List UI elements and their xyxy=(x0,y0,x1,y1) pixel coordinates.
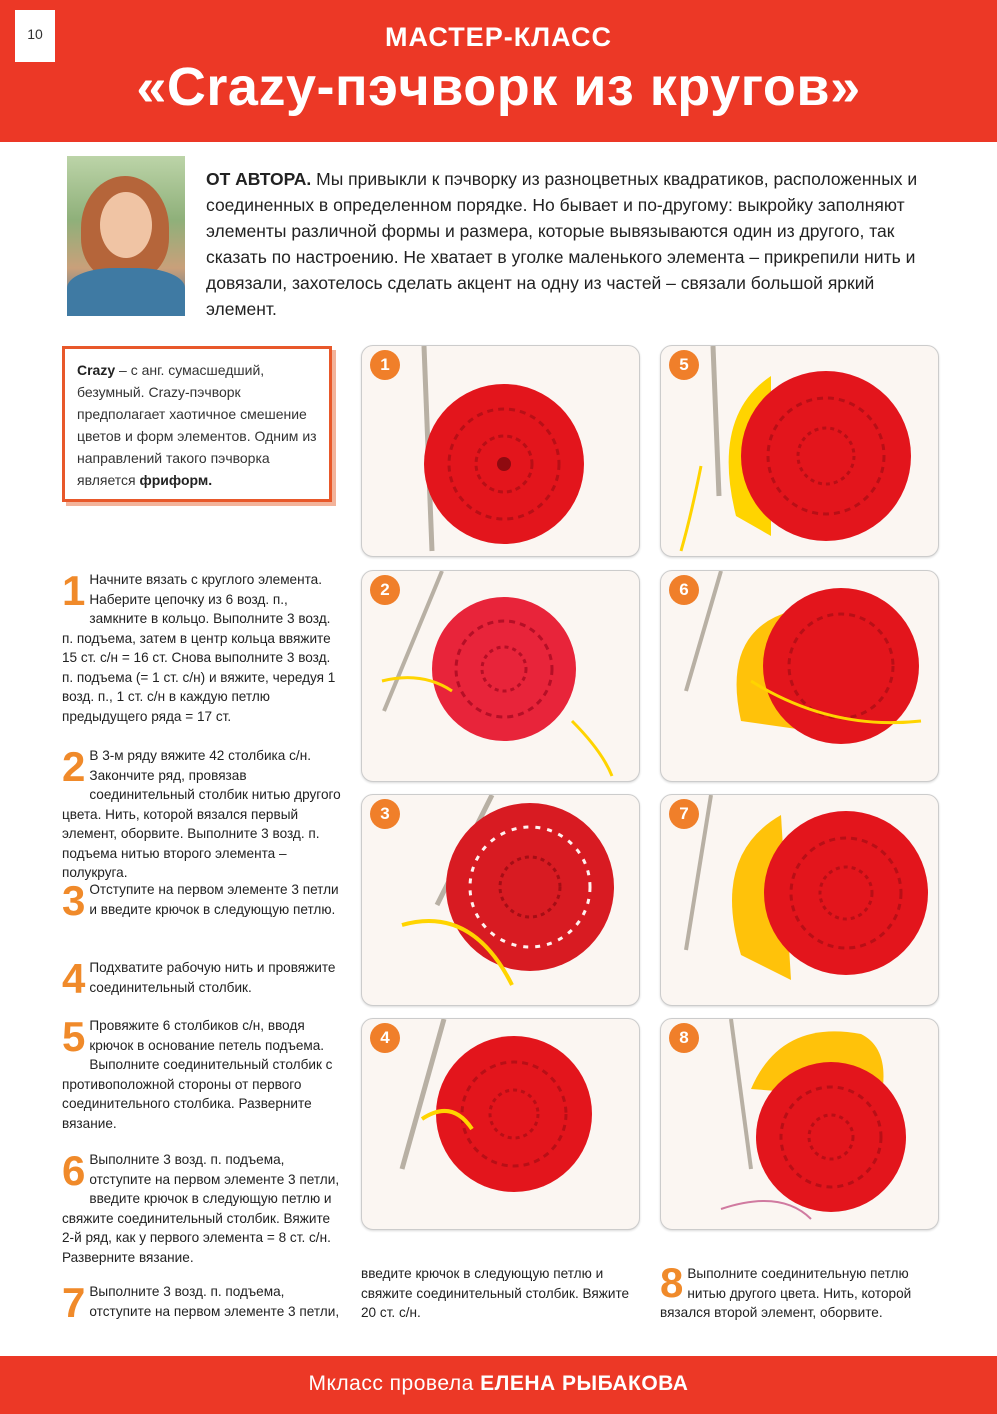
crochet-circle-illustration xyxy=(362,1019,639,1229)
photo-step-7 xyxy=(660,794,939,1006)
footer-prefix: Мкласс провела xyxy=(308,1372,481,1395)
photo-number-badge: 3 xyxy=(370,799,400,829)
step-7-continued: введите крючок в следующую петлю и свяжите соединительный столбик. Вяжите 20 ст. с/н. xyxy=(361,1266,630,1320)
footer-author: ЕЛЕНА РЫБАКОВА xyxy=(480,1372,689,1395)
step-text: Выполните 3 возд. п. подъема, отступите на первом элементе 3 петли, xyxy=(89,1284,340,1319)
definition-body: – с анг. сумасшедший, безумный. Crazy-пэчворк предполагает хаотичное смешение цветов и форм элементов. Одним из направлений такого пэчворка является xyxy=(77,362,317,488)
crochet-circle-illustration xyxy=(661,795,938,1005)
photo-number-badge: 1 xyxy=(370,350,400,380)
intro-paragraph xyxy=(206,166,946,322)
step-4 xyxy=(62,955,342,1002)
photo-number-badge: 5 xyxy=(669,350,699,380)
definition-text xyxy=(77,359,317,491)
photo-step-6 xyxy=(660,570,939,782)
step-number: 4 xyxy=(62,955,86,1002)
author-face xyxy=(100,192,152,258)
header-banner xyxy=(0,0,997,142)
step-number: 3 xyxy=(62,877,86,924)
author-photo xyxy=(67,156,185,316)
definition-term: Crazy xyxy=(77,362,116,378)
page-title: «Crazy-пэчворк из кругов» xyxy=(136,57,861,117)
footer-banner xyxy=(0,1356,997,1414)
photo-step-3 xyxy=(361,794,640,1006)
step-1 xyxy=(62,567,342,726)
step-number: 6 xyxy=(62,1147,86,1194)
photo-number-badge: 2 xyxy=(370,575,400,605)
crochet-circle-illustration xyxy=(362,795,639,1005)
crochet-circle-illustration xyxy=(362,571,639,781)
step-number: 7 xyxy=(62,1279,86,1326)
step-3 xyxy=(62,877,342,924)
step-number: 1 xyxy=(62,567,86,614)
section-kicker: МАСТЕР-КЛАСС xyxy=(385,22,612,52)
step-text: Отступите на первом элементе 3 петли и введите крючок в следующую петлю. xyxy=(89,882,339,917)
step-text: В 3-м ряду вяжите 42 столбика с/н. Закончите ряд, провязав соединительный столбик нитью другого цвета. Нить, которой вязался первый элемент, оборвите. Выполните 3 возд. п. подъема нитью второго элемента – полукруга. xyxy=(62,748,341,880)
author-body xyxy=(67,268,185,316)
photo-number-badge: 4 xyxy=(370,1023,400,1053)
crochet-circle-illustration xyxy=(661,346,938,556)
step-text: Выполните 3 возд. п. подъема, отступите на первом элементе 3 петли, введите крючок в следующую петлю и свяжите соединительный столбик. Вяжите 2-й ряд, как у первого элемента = 8 ст. с/н. Разверните вязание. xyxy=(62,1152,340,1265)
photo-step-1 xyxy=(361,345,640,557)
crochet-circle-illustration xyxy=(362,346,639,556)
step-number: 5 xyxy=(62,1013,86,1060)
photo-step-2 xyxy=(361,570,640,782)
step-5 xyxy=(62,1013,342,1133)
step-8 xyxy=(660,1259,940,1323)
step-7 xyxy=(62,1279,342,1326)
step-number: 2 xyxy=(62,743,86,790)
page-number: 10 xyxy=(15,10,55,62)
step-2 xyxy=(62,743,342,883)
crochet-circle-illustration xyxy=(661,571,938,781)
photo-step-5 xyxy=(660,345,939,557)
step-6 xyxy=(62,1147,342,1267)
step-text: Подхватите рабочую нить и провяжите соединительный столбик. xyxy=(89,960,336,995)
photo-step-4 xyxy=(361,1018,640,1230)
photo-step-8 xyxy=(660,1018,939,1230)
step-text: Начните вязать с круглого элемента. Наберите цепочку из 6 возд. п., замкните в кольцо. Выполните 3 возд. п. подъема, затем в центр кольца ввяжите 15 ст. с/н = 16 ст. Снова выполните 3 возд. п. подъема (= 1 ст. с/н) и вяжите, чередуя 1 возд. п., 1 ст. с/н в каждую петлю предыдущего ряда = 17 ст. xyxy=(62,572,336,724)
crochet-circle-illustration xyxy=(661,1019,938,1229)
intro-text: Мы привыкли к пэчворку из разноцветных квадратиков, расположенных и соединенных в определенном порядке. Но бывает и по-другому: выкройку заполняют элементы различной формы и размера, которые вывязываются один из другого, так сказать по настроению. Не хватает в уголке маленького элемента – прикрепили нить и довязали, захотелось сделать акцент на одну из частей – связали большой яркий элемент. xyxy=(206,169,918,319)
step-text: Провяжите 6 столбиков с/н, вводя крючок в основание петель подъема. Выполните соединительный столбик с противоположной стороны от первого соединительного столбика. Разверните вязание. xyxy=(62,1018,333,1131)
definition-highlight: фриформ. xyxy=(139,472,213,488)
definition-box xyxy=(62,346,332,502)
photo-number-badge: 6 xyxy=(669,575,699,605)
photo-number-badge: 7 xyxy=(669,799,699,829)
photo-number-badge: 8 xyxy=(669,1023,699,1053)
step-text: Выполните соединительную петлю нитью другого цвета. Нить, которой вязался второй элемент, оборвите. xyxy=(660,1266,912,1320)
intro-lead: ОТ АВТОРА. xyxy=(206,169,312,189)
step-number: 8 xyxy=(660,1259,684,1306)
